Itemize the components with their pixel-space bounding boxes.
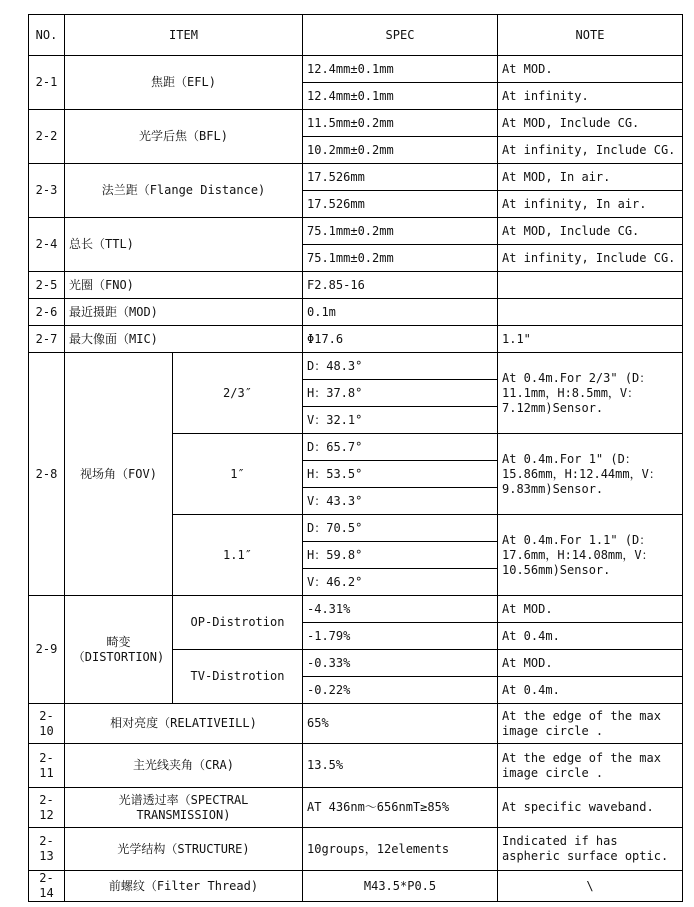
item-cell [65, 596, 173, 704]
note-cell: At 0.4m.For 2/3" (D：11.1mm，H:8.5mm，V：7.12mm)Sensor. [498, 353, 683, 434]
note-cell: At MOD. [498, 650, 683, 677]
table-row [29, 299, 683, 326]
distortion-type-cell: OP-Distrotion [173, 596, 303, 650]
row-number: 2-7 [29, 326, 65, 353]
row-number: 2-12 [29, 788, 65, 828]
item-cell: 光学后焦（BFL) [65, 110, 303, 164]
note-cell: At 0.4m.For 1.1" (D：17.6mm，H:14.08mm，V：10.56mm)Sensor. [498, 515, 683, 596]
table-row [29, 704, 683, 744]
table-row [29, 828, 683, 871]
note-cell: At specific waveband. [498, 788, 683, 828]
table-row [29, 110, 683, 137]
spec-cell: 65% [303, 704, 498, 744]
distortion-type-cell: TV-Distrotion [173, 650, 303, 704]
item-line-1: 光谱透过率（SPECTRAL [118, 792, 249, 807]
table-row [29, 353, 683, 380]
item-cell: 最大像面（MIC) [65, 326, 303, 353]
row-number: 2-1 [29, 56, 65, 110]
sensor-size-cell: 1″ [173, 434, 303, 515]
item-cell: 法兰距（Flange Distance) [65, 164, 303, 218]
item-line-2: TRANSMISSION) [136, 807, 231, 822]
item-cell: 相对亮度（RELATIVEILL) [65, 704, 303, 744]
note-cell: At infinity. [498, 83, 683, 110]
note-cell: At MOD, Include CG. [498, 110, 683, 137]
item-cell: 焦距（EFL) [65, 56, 303, 110]
row-number: 2-9 [29, 596, 65, 704]
row-number: 2-2 [29, 110, 65, 164]
row-number: 2-14 [29, 871, 65, 902]
spec-cell: F2.85-16 [303, 272, 498, 299]
row-number: 2-6 [29, 299, 65, 326]
sensor-size-cell: 1.1″ [173, 515, 303, 596]
table-row [29, 326, 683, 353]
item-cell: 总长（TTL) [65, 218, 303, 272]
spec-cell: D：70.5° [303, 515, 498, 542]
spec-cell: V：46.2° [303, 569, 498, 596]
spec-cell: Φ17.6 [303, 326, 498, 353]
spec-cell: AT 436nm～656nmT≥85% [303, 788, 498, 828]
spec-cell: 0.1m [303, 299, 498, 326]
item-cell: 光圈（FNO) [65, 272, 303, 299]
row-number: 2-13 [29, 828, 65, 871]
table-row [29, 272, 683, 299]
note-cell: At infinity, Include CG. [498, 245, 683, 272]
spec-cell: -0.22% [303, 677, 498, 704]
item-cell [65, 788, 303, 828]
note-cell: At MOD. [498, 56, 683, 83]
note-cell [498, 272, 683, 299]
note-cell: Indicated if has aspheric surface optic. [498, 828, 683, 871]
item-cell: 视场角（FOV) [65, 353, 173, 596]
note-cell: At MOD. [498, 596, 683, 623]
header-spec: SPEC [303, 15, 498, 56]
spec-cell: 13.5% [303, 744, 498, 788]
header-no: NO. [29, 15, 65, 56]
item-cell: 前螺纹（Filter Thread) [65, 871, 303, 902]
table-row [29, 218, 683, 245]
note-cell: 1.1" [498, 326, 683, 353]
table-row [29, 56, 683, 83]
item-cell: 主光线夹角（CRA) [65, 744, 303, 788]
spec-cell: H：53.5° [303, 461, 498, 488]
spec-cell: 12.4mm±0.1mm [303, 83, 498, 110]
row-number: 2-3 [29, 164, 65, 218]
spec-cell: H：59.8° [303, 542, 498, 569]
spec-cell: V：32.1° [303, 407, 498, 434]
spec-cell: 17.526mm [303, 191, 498, 218]
item-cell: 光学结构（STRUCTURE) [65, 828, 303, 871]
note-cell: At 0.4m. [498, 623, 683, 650]
spec-cell: 17.526mm [303, 164, 498, 191]
note-cell: At infinity, In air. [498, 191, 683, 218]
table-row [29, 788, 683, 828]
header-row [29, 15, 683, 56]
spec-table [28, 14, 683, 902]
spec-cell: V：43.3° [303, 488, 498, 515]
spec-cell: H：37.8° [303, 380, 498, 407]
spec-cell: D：65.7° [303, 434, 498, 461]
table-row [29, 596, 683, 623]
item-line-2: （DISTORTION) [72, 649, 165, 664]
item-line-1: 畸变 [106, 634, 131, 649]
header-item: ITEM [65, 15, 303, 56]
row-number: 2-11 [29, 744, 65, 788]
note-cell: At the edge of the max image circle . [498, 704, 683, 744]
note-cell: At 0.4m.For 1" (D：15.86mm，H:12.44mm，V：9.83mm)Sensor. [498, 434, 683, 515]
row-number: 2-8 [29, 353, 65, 596]
table-row [29, 744, 683, 788]
note-cell [498, 299, 683, 326]
note-cell: At MOD, In air. [498, 164, 683, 191]
row-number: 2-10 [29, 704, 65, 744]
spec-cell: -4.31% [303, 596, 498, 623]
spec-cell: 75.1mm±0.2mm [303, 245, 498, 272]
header-note: NOTE [498, 15, 683, 56]
spec-cell: D：48.3° [303, 353, 498, 380]
row-number: 2-5 [29, 272, 65, 299]
spec-cell: M43.5*P0.5 [303, 871, 498, 902]
note-cell: At 0.4m. [498, 677, 683, 704]
spec-cell: -0.33% [303, 650, 498, 677]
note-cell: At MOD, Include CG. [498, 218, 683, 245]
spec-cell: 75.1mm±0.2mm [303, 218, 498, 245]
note-cell: \ [498, 871, 683, 902]
row-number: 2-4 [29, 218, 65, 272]
note-cell: At the edge of the max image circle . [498, 744, 683, 788]
table-row [29, 871, 683, 902]
spec-cell: 10groups，12elements [303, 828, 498, 871]
spec-cell: 12.4mm±0.1mm [303, 56, 498, 83]
table-row [29, 164, 683, 191]
note-cell: At infinity, Include CG. [498, 137, 683, 164]
spec-cell: -1.79% [303, 623, 498, 650]
spec-cell: 10.2mm±0.2mm [303, 137, 498, 164]
sensor-size-cell: 2/3″ [173, 353, 303, 434]
spec-cell: 11.5mm±0.2mm [303, 110, 498, 137]
item-cell: 最近摄距（MOD) [65, 299, 303, 326]
